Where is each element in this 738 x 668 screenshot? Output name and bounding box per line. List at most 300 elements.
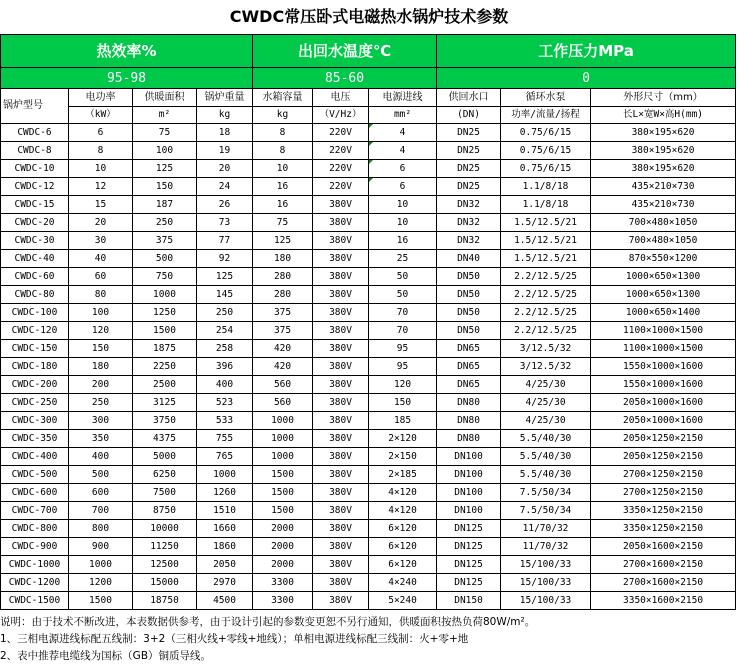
table-row	[1, 520, 736, 538]
cell-model: CWDC-60	[1, 268, 69, 286]
cell-model: CWDC-150	[1, 340, 69, 358]
cell-model: CWDC-80	[1, 286, 69, 304]
cell-voltage: 380V	[313, 376, 369, 394]
cell-voltage: 380V	[313, 340, 369, 358]
cell-cable: 5×240	[369, 592, 437, 610]
cell-dims: 3350×1250×2150	[591, 502, 736, 520]
cell-voltage: 380V	[313, 412, 369, 430]
cell-pump: 15/100/33	[501, 592, 591, 610]
cell-tank: 2000	[253, 520, 313, 538]
cell-model: CWDC-600	[1, 484, 69, 502]
cell-pump: 1.1/8/18	[501, 178, 591, 196]
cell-model: CWDC-100	[1, 304, 69, 322]
cell-tank: 8	[253, 142, 313, 160]
cell-power: 20	[69, 214, 133, 232]
cell-tank: 420	[253, 358, 313, 376]
cell-cable: 6×120	[369, 538, 437, 556]
cell-model: CWDC-40	[1, 250, 69, 268]
cell-voltage: 380V	[313, 196, 369, 214]
cell-power: 1000	[69, 556, 133, 574]
table-row	[1, 142, 736, 160]
cell-pipe: DN80	[437, 412, 501, 430]
cell-dims: 2050×1250×2150	[591, 430, 736, 448]
cell-cable: 2×150	[369, 448, 437, 466]
cell-weight: 18	[197, 124, 253, 142]
cell-dims: 380×195×620	[591, 160, 736, 178]
cell-cable: 150	[369, 394, 437, 412]
cell-power: 150	[69, 340, 133, 358]
cell-cable: 4×120	[369, 484, 437, 502]
cell-weight: 396	[197, 358, 253, 376]
cell-pump: 15/100/33	[501, 574, 591, 592]
cell-pump: 11/70/32	[501, 520, 591, 538]
cell-voltage: 380V	[313, 466, 369, 484]
cell-dims: 3350×1600×2150	[591, 592, 736, 610]
col-header-area: 供暖面积	[133, 89, 197, 107]
notes	[0, 614, 738, 665]
cell-pipe: DN125	[437, 574, 501, 592]
cell-dims: 2050×1600×2150	[591, 538, 736, 556]
cell-weight: 533	[197, 412, 253, 430]
cell-dims: 435×210×730	[591, 178, 736, 196]
summary-header-row	[1, 35, 736, 68]
note-main: 说明：由于技术不断改进，本表数据供参考，由于设计引起的参数变更恕不另行通知，供暖面积按热负荷80W/m²。	[0, 616, 536, 628]
cell-tank: 75	[253, 214, 313, 232]
cell-area: 7500	[133, 484, 197, 502]
table-row	[1, 160, 736, 178]
cell-tank: 375	[253, 322, 313, 340]
table-row	[1, 286, 736, 304]
cell-pipe: DN32	[437, 232, 501, 250]
cell-cable: 2×185	[369, 466, 437, 484]
cell-area: 2250	[133, 358, 197, 376]
note-2: 2、表中推荐电缆线为国标（GB）铜质导线。	[0, 650, 212, 662]
cell-model: CWDC-500	[1, 466, 69, 484]
table-row	[1, 412, 736, 430]
cell-area: 2500	[133, 376, 197, 394]
cell-power: 350	[69, 430, 133, 448]
cell-tank: 1500	[253, 466, 313, 484]
cell-pipe: DN25	[437, 142, 501, 160]
cell-cable: 95	[369, 340, 437, 358]
cell-weight: 1660	[197, 520, 253, 538]
cell-dims: 2700×1250×2150	[591, 484, 736, 502]
cell-weight: 523	[197, 394, 253, 412]
cell-area: 3125	[133, 394, 197, 412]
cell-cable: 6×120	[369, 556, 437, 574]
cell-weight: 26	[197, 196, 253, 214]
cell-area: 1250	[133, 304, 197, 322]
efficiency-label: 热效率%	[1, 35, 253, 68]
cell-pump: 1.5/12.5/21	[501, 214, 591, 232]
cell-pump: 1.5/12.5/21	[501, 250, 591, 268]
cell-pump: 0.75/6/15	[501, 160, 591, 178]
cell-model: CWDC-700	[1, 502, 69, 520]
cell-model: CWDC-250	[1, 394, 69, 412]
cell-pipe: DN100	[437, 484, 501, 502]
cell-weight: 4500	[197, 592, 253, 610]
cell-pipe: DN65	[437, 376, 501, 394]
cell-voltage: 220V	[313, 124, 369, 142]
table-row	[1, 556, 736, 574]
cell-pump: 5.5/40/30	[501, 448, 591, 466]
cell-pipe: DN100	[437, 502, 501, 520]
cell-tank: 125	[253, 232, 313, 250]
cell-area: 10000	[133, 520, 197, 538]
cell-voltage: 220V	[313, 178, 369, 196]
cell-pipe: DN50	[437, 268, 501, 286]
cell-voltage: 380V	[313, 250, 369, 268]
cell-pump: 1.1/8/18	[501, 196, 591, 214]
table-row	[1, 358, 736, 376]
unit-pipe: (DN)	[437, 107, 501, 124]
cell-power: 100	[69, 304, 133, 322]
cell-pump: 2.2/12.5/25	[501, 322, 591, 340]
spec-table	[0, 34, 736, 610]
temperature-label: 出回水温度℃	[253, 35, 437, 68]
table-row	[1, 340, 736, 358]
cell-tank: 1000	[253, 430, 313, 448]
cell-model: CWDC-900	[1, 538, 69, 556]
cell-pump: 7.5/50/34	[501, 502, 591, 520]
table-row	[1, 394, 736, 412]
cell-weight: 400	[197, 376, 253, 394]
cell-pipe: DN125	[437, 520, 501, 538]
cell-cable: 50	[369, 286, 437, 304]
cell-power: 12	[69, 178, 133, 196]
cell-area: 1500	[133, 322, 197, 340]
col-header-tank: 水箱容量	[253, 89, 313, 107]
column-header-row	[1, 89, 736, 107]
cell-model: CWDC-180	[1, 358, 69, 376]
cell-weight: 20	[197, 160, 253, 178]
cell-pump: 2.2/12.5/25	[501, 304, 591, 322]
cell-dims: 1100×1000×1500	[591, 322, 736, 340]
cell-model: CWDC-350	[1, 430, 69, 448]
cell-power: 6	[69, 124, 133, 142]
col-header-weight: 锅炉重量	[197, 89, 253, 107]
cell-tank: 3300	[253, 574, 313, 592]
cell-voltage: 380V	[313, 232, 369, 250]
cell-area: 250	[133, 214, 197, 232]
cell-cable: 6×120	[369, 520, 437, 538]
col-header-model: 锅炉型号	[1, 89, 69, 124]
cell-voltage: 380V	[313, 358, 369, 376]
cell-tank: 1500	[253, 484, 313, 502]
col-header-voltage: 电压	[313, 89, 369, 107]
cell-area: 8750	[133, 502, 197, 520]
cell-cable: 2×120	[369, 430, 437, 448]
cell-tank: 280	[253, 268, 313, 286]
unit-power: （kW）	[69, 107, 133, 124]
table-row	[1, 430, 736, 448]
cell-voltage: 380V	[313, 556, 369, 574]
table-row	[1, 574, 736, 592]
cell-cable: 6	[369, 178, 437, 196]
cell-pump: 11/70/32	[501, 538, 591, 556]
unit-voltage: （V/Hz）	[313, 107, 369, 124]
cell-tank: 1000	[253, 448, 313, 466]
cell-area: 150	[133, 178, 197, 196]
cell-power: 80	[69, 286, 133, 304]
table-row	[1, 268, 736, 286]
cell-pipe: DN65	[437, 340, 501, 358]
table-row	[1, 592, 736, 610]
table-row	[1, 538, 736, 556]
cell-tank: 2000	[253, 538, 313, 556]
cell-dims: 1000×650×1300	[591, 286, 736, 304]
cell-model: CWDC-300	[1, 412, 69, 430]
cell-model: CWDC-15	[1, 196, 69, 214]
cell-model: CWDC-400	[1, 448, 69, 466]
cell-dims: 1000×650×1400	[591, 304, 736, 322]
cell-pipe: DN25	[437, 178, 501, 196]
cell-voltage: 380V	[313, 520, 369, 538]
cell-tank: 375	[253, 304, 313, 322]
cell-model: CWDC-200	[1, 376, 69, 394]
table-row	[1, 376, 736, 394]
unit-header-row	[1, 107, 736, 124]
page-title: CWDC常压卧式电磁热水锅炉技术参数	[229, 7, 509, 26]
cell-dims: 2700×1600×2150	[591, 574, 736, 592]
col-header-pipe: 供回水口	[437, 89, 501, 107]
cell-tank: 2000	[253, 556, 313, 574]
cell-model: CWDC-20	[1, 214, 69, 232]
pressure-label: 工作压力MPa	[437, 35, 736, 68]
cell-pipe: DN80	[437, 394, 501, 412]
unit-dims: 长L×宽W×高H(mm)	[591, 107, 736, 124]
table-row	[1, 178, 736, 196]
cell-power: 800	[69, 520, 133, 538]
cell-pump: 2.2/12.5/25	[501, 268, 591, 286]
table-row	[1, 250, 736, 268]
cell-weight: 19	[197, 142, 253, 160]
cell-power: 300	[69, 412, 133, 430]
cell-cable: 6	[369, 160, 437, 178]
col-header-dims: 外形尺寸（mm）	[591, 89, 736, 107]
cell-cable: 4	[369, 142, 437, 160]
cell-area: 750	[133, 268, 197, 286]
cell-voltage: 220V	[313, 142, 369, 160]
efficiency-value: 95-98	[1, 68, 253, 89]
cell-area: 100	[133, 142, 197, 160]
table-row	[1, 304, 736, 322]
cell-voltage: 380V	[313, 394, 369, 412]
cell-voltage: 380V	[313, 286, 369, 304]
cell-weight: 254	[197, 322, 253, 340]
cell-tank: 1500	[253, 502, 313, 520]
cell-pump: 2.2/12.5/25	[501, 286, 591, 304]
cell-tank: 180	[253, 250, 313, 268]
cell-cable: 70	[369, 304, 437, 322]
cell-power: 600	[69, 484, 133, 502]
unit-weight: kg	[197, 107, 253, 124]
cell-power: 400	[69, 448, 133, 466]
cell-model: CWDC-10	[1, 160, 69, 178]
cell-weight: 2050	[197, 556, 253, 574]
cell-tank: 560	[253, 394, 313, 412]
col-header-power: 电功率	[69, 89, 133, 107]
summary-value-row	[1, 68, 736, 89]
cell-pump: 5.5/40/30	[501, 466, 591, 484]
cell-power: 40	[69, 250, 133, 268]
cell-pump: 5.5/40/30	[501, 430, 591, 448]
cell-pump: 3/12.5/32	[501, 340, 591, 358]
cell-pump: 15/100/33	[501, 556, 591, 574]
table-row	[1, 124, 736, 142]
cell-tank: 10	[253, 160, 313, 178]
cell-power: 10	[69, 160, 133, 178]
cell-pipe: DN100	[437, 448, 501, 466]
table-row	[1, 196, 736, 214]
cell-pipe: DN40	[437, 250, 501, 268]
cell-power: 250	[69, 394, 133, 412]
cell-voltage: 380V	[313, 268, 369, 286]
cell-tank: 3300	[253, 592, 313, 610]
cell-cable: 10	[369, 196, 437, 214]
cell-pump: 0.75/6/15	[501, 124, 591, 142]
cell-weight: 1510	[197, 502, 253, 520]
cell-weight: 77	[197, 232, 253, 250]
cell-weight: 258	[197, 340, 253, 358]
cell-area: 125	[133, 160, 197, 178]
cell-tank: 1000	[253, 412, 313, 430]
cell-pipe: DN50	[437, 322, 501, 340]
cell-model: CWDC-800	[1, 520, 69, 538]
cell-cable: 16	[369, 232, 437, 250]
cell-model: CWDC-1200	[1, 574, 69, 592]
col-header-cable: 电源进线	[369, 89, 437, 107]
cell-voltage: 380V	[313, 538, 369, 556]
cell-dims: 1000×650×1300	[591, 268, 736, 286]
cell-pump: 3/12.5/32	[501, 358, 591, 376]
cell-pipe: DN125	[437, 556, 501, 574]
cell-cable: 25	[369, 250, 437, 268]
cell-voltage: 380V	[313, 448, 369, 466]
cell-power: 500	[69, 466, 133, 484]
cell-weight: 250	[197, 304, 253, 322]
cell-cable: 70	[369, 322, 437, 340]
cell-weight: 24	[197, 178, 253, 196]
cell-voltage: 380V	[313, 304, 369, 322]
cell-pipe: DN25	[437, 124, 501, 142]
cell-area: 3750	[133, 412, 197, 430]
cell-pump: 0.75/6/15	[501, 142, 591, 160]
cell-pipe: DN50	[437, 304, 501, 322]
cell-power: 900	[69, 538, 133, 556]
note-1: 1、三相电源进线标配五线制：3+2（三相火线+零线+地线）；单相电源进线标配三线制：火+零+地	[0, 633, 469, 645]
cell-model: CWDC-1000	[1, 556, 69, 574]
cell-area: 5000	[133, 448, 197, 466]
cell-power: 15	[69, 196, 133, 214]
cell-tank: 280	[253, 286, 313, 304]
cell-power: 30	[69, 232, 133, 250]
cell-tank: 8	[253, 124, 313, 142]
cell-pipe: DN50	[437, 286, 501, 304]
cell-weight: 2970	[197, 574, 253, 592]
unit-tank: kg	[253, 107, 313, 124]
cell-power: 120	[69, 322, 133, 340]
cell-dims: 435×210×730	[591, 196, 736, 214]
cell-model: CWDC-8	[1, 142, 69, 160]
cell-cable: 185	[369, 412, 437, 430]
cell-area: 12500	[133, 556, 197, 574]
cell-weight: 765	[197, 448, 253, 466]
cell-weight: 145	[197, 286, 253, 304]
cell-power: 8	[69, 142, 133, 160]
cell-voltage: 380V	[313, 592, 369, 610]
cell-area: 500	[133, 250, 197, 268]
cell-model: CWDC-6	[1, 124, 69, 142]
cell-dims: 1550×1000×1600	[591, 358, 736, 376]
cell-dims: 870×550×1200	[591, 250, 736, 268]
cell-voltage: 380V	[313, 484, 369, 502]
cell-model: CWDC-120	[1, 322, 69, 340]
cell-model: CWDC-12	[1, 178, 69, 196]
cell-pump: 7.5/50/34	[501, 484, 591, 502]
cell-weight: 92	[197, 250, 253, 268]
cell-weight: 755	[197, 430, 253, 448]
cell-pump: 1.5/12.5/21	[501, 232, 591, 250]
cell-model: CWDC-30	[1, 232, 69, 250]
cell-cable: 4×240	[369, 574, 437, 592]
pressure-value: 0	[437, 68, 736, 89]
cell-model: CWDC-1500	[1, 592, 69, 610]
cell-weight: 125	[197, 268, 253, 286]
unit-cable: mm²	[369, 107, 437, 124]
cell-dims: 3350×1250×2150	[591, 520, 736, 538]
cell-dims: 2050×1000×1600	[591, 394, 736, 412]
cell-dims: 380×195×620	[591, 124, 736, 142]
cell-weight: 1260	[197, 484, 253, 502]
cell-voltage: 380V	[313, 214, 369, 232]
cell-dims: 2050×1250×2150	[591, 448, 736, 466]
table-row	[1, 448, 736, 466]
cell-area: 6250	[133, 466, 197, 484]
cell-cable: 4×120	[369, 502, 437, 520]
cell-cable: 120	[369, 376, 437, 394]
cell-power: 1200	[69, 574, 133, 592]
cell-pipe: DN32	[437, 196, 501, 214]
cell-voltage: 380V	[313, 430, 369, 448]
table-row	[1, 484, 736, 502]
unit-area: m²	[133, 107, 197, 124]
table-row	[1, 232, 736, 250]
cell-cable: 50	[369, 268, 437, 286]
cell-power: 200	[69, 376, 133, 394]
cell-cable: 4	[369, 124, 437, 142]
cell-pump: 4/25/30	[501, 376, 591, 394]
cell-area: 15000	[133, 574, 197, 592]
cell-dims: 2700×1600×2150	[591, 556, 736, 574]
cell-area: 1000	[133, 286, 197, 304]
cell-area: 375	[133, 232, 197, 250]
cell-pipe: DN65	[437, 358, 501, 376]
cell-weight: 73	[197, 214, 253, 232]
table-row	[1, 322, 736, 340]
cell-dims: 380×195×620	[591, 142, 736, 160]
col-header-pump: 循环水泵	[501, 89, 591, 107]
cell-cable: 95	[369, 358, 437, 376]
cell-voltage: 380V	[313, 574, 369, 592]
cell-area: 1875	[133, 340, 197, 358]
cell-pump: 4/25/30	[501, 412, 591, 430]
cell-area: 4375	[133, 430, 197, 448]
cell-area: 187	[133, 196, 197, 214]
cell-area: 11250	[133, 538, 197, 556]
cell-pipe: DN32	[437, 214, 501, 232]
cell-dims: 1550×1000×1600	[591, 376, 736, 394]
